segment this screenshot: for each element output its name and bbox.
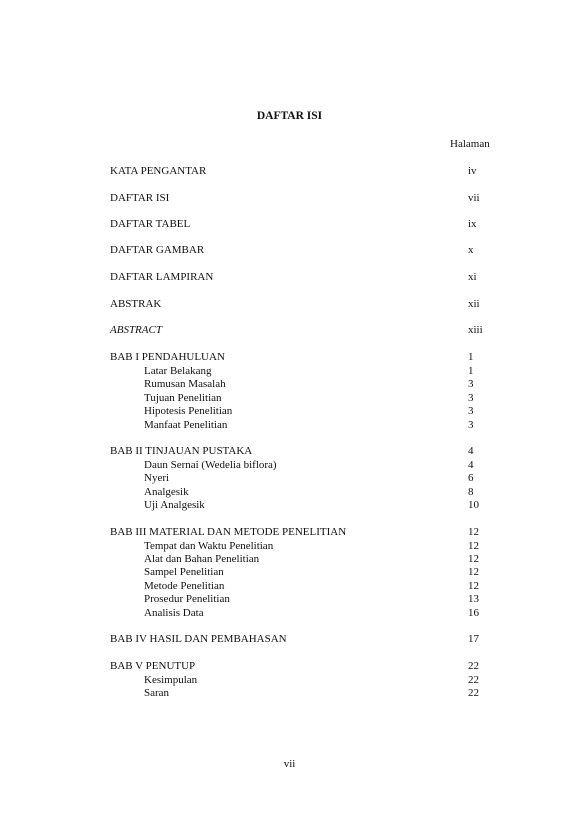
toc-entry-label: KATA PENGANTAR: [110, 165, 207, 177]
toc-entry-label: Alat dan Bahan Penelitian: [144, 553, 260, 565]
toc-entry-label: Rumusan Masalah: [144, 378, 226, 390]
toc-entry: [110, 485, 510, 499]
toc-entry: [110, 377, 510, 391]
toc-entry: [110, 673, 510, 687]
toc-entry-label: BAB IV HASIL DAN PEMBAHASAN: [110, 633, 287, 645]
toc-entry-page: 3: [468, 392, 474, 404]
toc-entry-page: 3: [468, 378, 474, 390]
toc-entry-label: DAFTAR TABEL: [110, 218, 191, 230]
toc-entry-page: 22: [468, 660, 479, 672]
toc-entry-page: 1: [468, 351, 474, 363]
toc-entry-page: ix: [468, 218, 477, 230]
toc-entry-page: 13: [468, 593, 479, 605]
toc-entry-label: BAB III MATERIAL DAN METODE PENELITIAN: [110, 526, 347, 538]
toc-entry: [110, 552, 510, 566]
toc-entry-label: DAFTAR GAMBAR: [110, 244, 205, 256]
toc-entry-page: vii: [468, 192, 480, 204]
toc-entry-page: 1: [468, 365, 474, 377]
toc-entry: [110, 444, 510, 458]
toc-entry-label: Tempat dan Waktu Penelitian: [144, 540, 274, 552]
toc-entry-page: xiii: [468, 324, 483, 336]
toc-entry-page: iv: [468, 165, 477, 177]
toc-entry-label: BAB II TINJAUAN PUSTAKA: [110, 445, 253, 457]
toc-entry-label: Kesimpulan: [144, 674, 198, 686]
toc-entry-label: Uji Analgesik: [144, 499, 205, 511]
toc-entry: [110, 632, 510, 646]
page-title: DAFTAR ISI: [256, 110, 323, 122]
toc-entry: [110, 418, 510, 432]
toc-entry: [110, 686, 510, 700]
toc-entry: [110, 350, 510, 364]
toc-entry-page: 10: [468, 499, 479, 511]
toc-entry: [110, 458, 510, 472]
toc-entry-label: Saran: [144, 687, 170, 699]
toc-entry-label: DAFTAR LAMPIRAN: [110, 271, 214, 283]
toc-entry-page: 16: [468, 607, 479, 619]
toc-entry: [110, 471, 510, 485]
toc-entry-label: Latar Belakang: [144, 365, 212, 377]
toc-entry: [110, 323, 510, 337]
toc-entry: [110, 579, 510, 593]
toc-entry-page: 4: [468, 459, 474, 471]
toc-entry-page: 12: [468, 566, 479, 578]
toc-entry: [110, 164, 510, 178]
toc-entry: [110, 270, 510, 284]
toc-entry-label: Daun Sernai (Wedelia biflora): [144, 459, 277, 471]
toc-entry-page: 3: [468, 405, 474, 417]
toc-entry-label: Nyeri: [144, 472, 170, 484]
toc-entry-label: Analgesik: [144, 486, 189, 498]
toc-entry-label: Sampel Penelitian: [144, 566, 224, 578]
toc-entry-label: Analisis Data: [144, 607, 204, 619]
toc-entry-page: 4: [468, 445, 474, 457]
toc-entry: [110, 404, 510, 418]
toc-entry: [110, 525, 510, 539]
toc-entry-label: BAB V PENUTUP: [110, 660, 196, 672]
toc-entry-page: 12: [468, 540, 479, 552]
toc-entry: [110, 364, 510, 378]
toc-entry: [110, 217, 510, 231]
toc-entry-page: 8: [468, 486, 474, 498]
toc-entry-page: 6: [468, 472, 474, 484]
toc-entry-label: DAFTAR ISI: [110, 192, 170, 204]
toc-entry-page: 22: [468, 687, 479, 699]
toc-entry: [110, 592, 510, 606]
toc-entry: [110, 498, 510, 512]
page-column-header: Halaman: [450, 138, 490, 150]
toc-entry-page: xii: [468, 298, 480, 310]
toc-entry-page: x: [468, 244, 474, 256]
toc-entry-label: Prosedur Penelitian: [144, 593, 230, 605]
toc-entry-label: Tujuan Penelitian: [144, 392, 222, 404]
toc-entry-label: Hipotesis Penelitian: [144, 405, 233, 417]
toc-entry-label: ABSTRAK: [110, 298, 162, 310]
toc-entry: [110, 606, 510, 620]
toc-entry: [110, 297, 510, 311]
toc-entry-page: xi: [468, 271, 477, 283]
toc-entry: [110, 565, 510, 579]
toc-entry: [110, 391, 510, 405]
toc-entry: [110, 191, 510, 205]
toc-entry-label: BAB I PENDAHULUAN: [110, 351, 225, 363]
toc-entry-page: 12: [468, 580, 479, 592]
toc-entry-page: 12: [468, 553, 479, 565]
toc-entry: [110, 243, 510, 257]
toc-entry: [110, 539, 510, 553]
toc-entry-page: 22: [468, 674, 479, 686]
footer-page-number: vii: [283, 758, 296, 770]
toc-entry: [110, 659, 510, 673]
toc-entry-page: 3: [468, 419, 474, 431]
toc-entry-page: 17: [468, 633, 479, 645]
toc-entry-label: Metode Penelitian: [144, 580, 225, 592]
toc-entry-label: Manfaat Penelitian: [144, 419, 228, 431]
toc-entry-label: ABSTRACT: [110, 324, 162, 336]
toc-entry-page: 12: [468, 526, 479, 538]
